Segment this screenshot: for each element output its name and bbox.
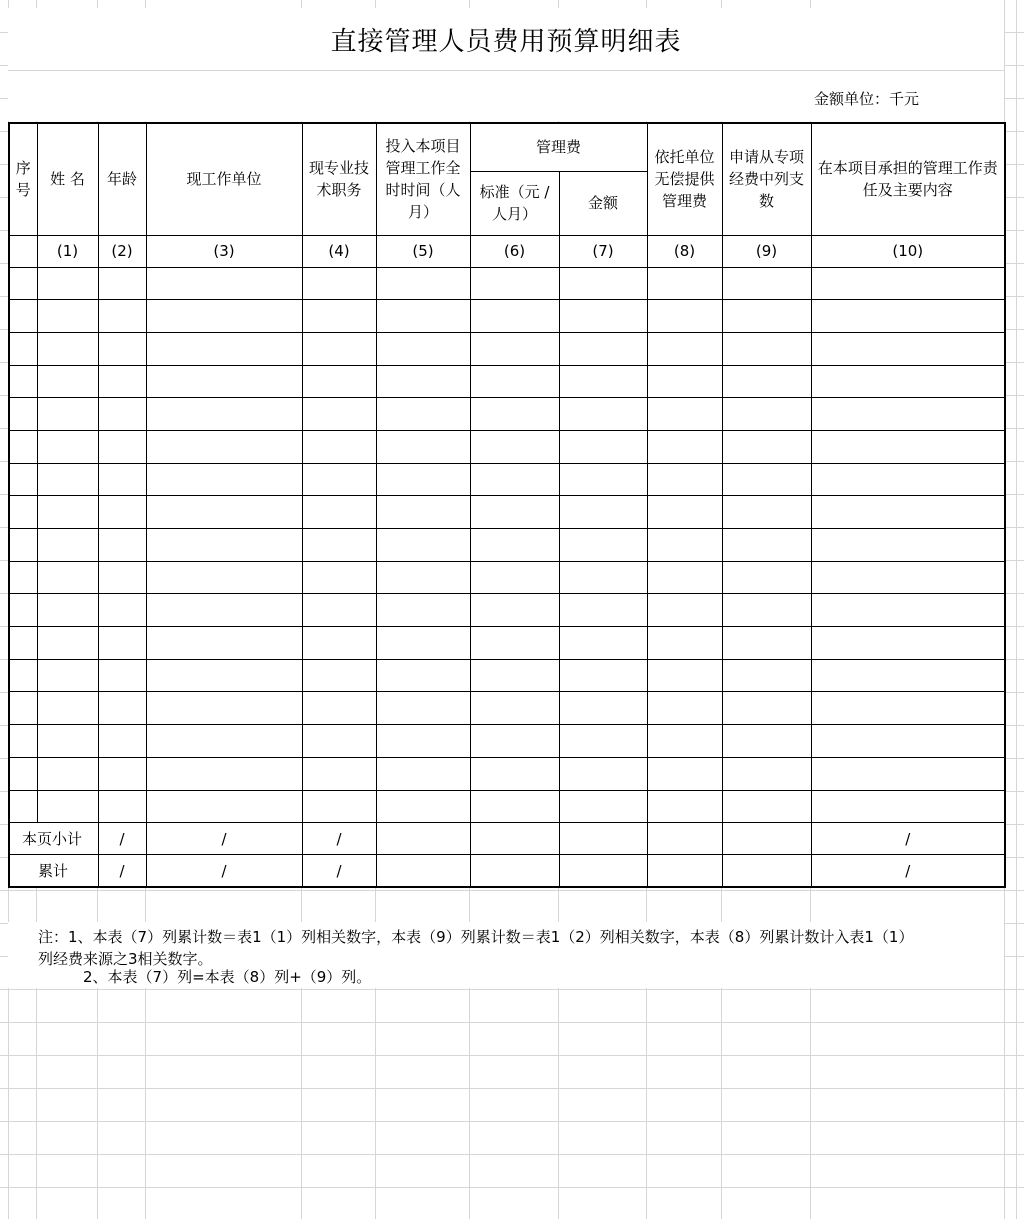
table-cell[interactable] (98, 692, 146, 725)
table-cell[interactable] (98, 757, 146, 790)
table-cell[interactable] (559, 529, 647, 562)
table-cell[interactable] (9, 790, 37, 823)
table-cell[interactable] (98, 659, 146, 692)
table-cell[interactable] (722, 529, 811, 562)
table-cell[interactable] (376, 300, 470, 333)
table-cell[interactable] (9, 659, 37, 692)
table-cell[interactable] (376, 627, 470, 660)
table-cell[interactable] (146, 300, 302, 333)
table-cell[interactable] (9, 463, 37, 496)
total-cell[interactable] (647, 855, 722, 888)
table-cell[interactable] (559, 463, 647, 496)
table-cell[interactable] (811, 332, 1005, 365)
table-cell[interactable] (146, 332, 302, 365)
header-amount: 金额 (559, 171, 647, 235)
table-cell[interactable] (98, 267, 146, 300)
table-cell[interactable] (376, 594, 470, 627)
table-cell[interactable] (470, 757, 559, 790)
table-cell[interactable] (811, 659, 1005, 692)
table-cell[interactable] (647, 365, 722, 398)
table-cell[interactable] (37, 790, 98, 823)
header-name: 姓 名 (37, 123, 98, 235)
table-cell[interactable] (811, 725, 1005, 758)
table-cell[interactable] (146, 430, 302, 463)
table-cell[interactable] (376, 332, 470, 365)
table-row (9, 430, 1005, 463)
table-cell[interactable] (559, 692, 647, 725)
table-cell[interactable] (811, 757, 1005, 790)
table-cell[interactable] (376, 659, 470, 692)
table-cell[interactable] (37, 398, 98, 431)
table-cell[interactable] (722, 757, 811, 790)
table-cell[interactable] (722, 398, 811, 431)
table-cell[interactable] (376, 790, 470, 823)
table-cell[interactable] (811, 692, 1005, 725)
table-cell[interactable] (647, 398, 722, 431)
table-cell[interactable] (722, 561, 811, 594)
col-number: (8) (647, 235, 722, 267)
table-cell[interactable] (98, 430, 146, 463)
table-cell[interactable] (559, 267, 647, 300)
table-cell[interactable] (302, 398, 376, 431)
table-cell[interactable] (98, 365, 146, 398)
table-cell[interactable] (37, 594, 98, 627)
table-cell[interactable] (98, 529, 146, 562)
table-cell[interactable] (37, 463, 98, 496)
total-cell[interactable] (470, 855, 559, 888)
table-cell[interactable] (559, 398, 647, 431)
table-cell[interactable] (146, 267, 302, 300)
table-cell[interactable] (302, 430, 376, 463)
table-cell[interactable] (647, 300, 722, 333)
table-cell[interactable] (9, 300, 37, 333)
table-cell[interactable] (9, 529, 37, 562)
table-cell[interactable] (98, 463, 146, 496)
table-cell[interactable] (470, 725, 559, 758)
total-cell[interactable] (722, 855, 811, 888)
table-cell[interactable] (98, 561, 146, 594)
table-cell[interactable] (722, 790, 811, 823)
table-cell[interactable] (37, 561, 98, 594)
table-row (9, 659, 1005, 692)
subtotal-cell[interactable] (559, 823, 647, 855)
table-cell[interactable] (146, 757, 302, 790)
table-cell[interactable] (647, 757, 722, 790)
note-1-continuation: 列经费来源之3相关数字。 (38, 950, 213, 968)
table-cell[interactable] (376, 692, 470, 725)
table-cell[interactable] (470, 332, 559, 365)
table-cell[interactable] (302, 529, 376, 562)
table-row (9, 627, 1005, 660)
table-cell[interactable] (146, 463, 302, 496)
table-cell[interactable] (302, 332, 376, 365)
table-cell[interactable] (470, 529, 559, 562)
table-cell[interactable] (470, 398, 559, 431)
table-cell[interactable] (470, 463, 559, 496)
col-number: (2) (98, 235, 146, 267)
table-cell[interactable] (647, 627, 722, 660)
table-cell[interactable] (647, 561, 722, 594)
table-cell[interactable] (37, 627, 98, 660)
table-cell[interactable] (146, 398, 302, 431)
table-cell[interactable] (98, 790, 146, 823)
table-cell[interactable] (722, 594, 811, 627)
table-cell[interactable] (302, 267, 376, 300)
table-row (9, 463, 1005, 496)
table-cell[interactable] (146, 365, 302, 398)
amount-unit-label: 金额单位：千元 (814, 90, 920, 108)
budget-detail-table (8, 122, 1006, 888)
table-row (9, 594, 1005, 627)
table-cell[interactable] (647, 594, 722, 627)
table-cell[interactable] (811, 463, 1005, 496)
page-title: 直接管理人员费用预算明细表 (8, 8, 1004, 71)
table-cell[interactable] (302, 561, 376, 594)
table-cell[interactable] (9, 561, 37, 594)
header-duty: 在本项目承担的管理工作责任及主要内容 (811, 123, 1005, 235)
table-cell[interactable] (470, 430, 559, 463)
table-row (9, 365, 1005, 398)
table-cell[interactable] (9, 430, 37, 463)
table-cell[interactable] (722, 692, 811, 725)
table-cell[interactable] (470, 659, 559, 692)
table-cell[interactable] (559, 430, 647, 463)
notes-section (8, 922, 1004, 988)
table-cell[interactable] (811, 365, 1005, 398)
table-cell[interactable] (146, 692, 302, 725)
table-cell[interactable] (146, 594, 302, 627)
table-cell[interactable] (302, 463, 376, 496)
table-cell[interactable] (98, 496, 146, 529)
table-cell[interactable] (722, 627, 811, 660)
table-cell[interactable] (37, 529, 98, 562)
subtotal-duty-slash: / (811, 823, 1005, 855)
table-cell[interactable] (302, 659, 376, 692)
table-cell[interactable] (98, 300, 146, 333)
table-cell[interactable] (559, 594, 647, 627)
table-cell[interactable] (722, 267, 811, 300)
table-cell[interactable] (470, 300, 559, 333)
table-cell[interactable] (9, 692, 37, 725)
table-cell[interactable] (98, 627, 146, 660)
subtotal-unit-slash: / (146, 823, 302, 855)
table-cell[interactable] (302, 692, 376, 725)
table-row (9, 398, 1005, 431)
table-cell[interactable] (9, 365, 37, 398)
table-cell[interactable] (302, 757, 376, 790)
column-number-row (9, 235, 1005, 267)
header-standard: 标准（元 / 人月） (470, 171, 559, 235)
col-number: (6) (470, 235, 559, 267)
table-cell[interactable] (146, 561, 302, 594)
table-cell[interactable] (559, 757, 647, 790)
table-cell[interactable] (647, 496, 722, 529)
table-cell[interactable] (470, 594, 559, 627)
table-cell[interactable] (146, 627, 302, 660)
table-cell[interactable] (9, 627, 37, 660)
table-cell[interactable] (470, 627, 559, 660)
table-cell[interactable] (559, 561, 647, 594)
header-seq: 序号 (9, 123, 37, 235)
table-cell[interactable] (376, 463, 470, 496)
table-cell[interactable] (811, 300, 1005, 333)
note-1: 注：1、本表（7）列累计数＝表1（1）列相关数字，本表（9）列累计数＝表1（2）列相关数字，本表（8）列累计数计入表1（1） (38, 928, 914, 946)
table-row (9, 267, 1005, 300)
table-cell[interactable] (811, 790, 1005, 823)
subtotal-age-slash: / (98, 823, 146, 855)
header-full-time: 投入本项目管理工作全时时间（人月） (376, 123, 470, 235)
table-cell[interactable] (647, 430, 722, 463)
table-cell[interactable] (722, 365, 811, 398)
table-cell[interactable] (722, 463, 811, 496)
table-cell[interactable] (376, 757, 470, 790)
table-cell[interactable] (647, 659, 722, 692)
data-rows (9, 267, 1005, 823)
subtotal-cell[interactable] (722, 823, 811, 855)
table-cell[interactable] (37, 332, 98, 365)
table-cell[interactable] (146, 725, 302, 758)
table-cell[interactable] (811, 594, 1005, 627)
table-cell[interactable] (146, 496, 302, 529)
total-title-slash: / (302, 855, 376, 888)
total-age-slash: / (98, 855, 146, 888)
total-unit-slash: / (146, 855, 302, 888)
table-cell[interactable] (37, 659, 98, 692)
table-cell[interactable] (647, 267, 722, 300)
table-cell[interactable] (722, 332, 811, 365)
table-cell[interactable] (9, 332, 37, 365)
col-number: (1) (37, 235, 98, 267)
table-cell[interactable] (722, 496, 811, 529)
note-2: 2、本表（7）列=本表（8）列+（9）列。 (83, 968, 372, 986)
subtotal-title-slash: / (302, 823, 376, 855)
table-cell[interactable] (9, 496, 37, 529)
table-row (9, 757, 1005, 790)
table-cell[interactable] (811, 430, 1005, 463)
col-number: (9) (722, 235, 811, 267)
table-cell[interactable] (146, 659, 302, 692)
table-cell[interactable] (37, 267, 98, 300)
table-cell[interactable] (98, 594, 146, 627)
col-number: (10) (811, 235, 1005, 267)
table-cell[interactable] (811, 267, 1005, 300)
table-cell[interactable] (811, 398, 1005, 431)
table-cell[interactable] (722, 300, 811, 333)
table-cell[interactable] (722, 725, 811, 758)
total-cell[interactable] (376, 855, 470, 888)
table-row (9, 332, 1005, 365)
table-cell[interactable] (37, 300, 98, 333)
table-cell[interactable] (302, 594, 376, 627)
table-cell[interactable] (9, 398, 37, 431)
table-cell[interactable] (302, 300, 376, 333)
header-row-1 (9, 123, 1005, 171)
table-cell[interactable] (559, 725, 647, 758)
table-cell[interactable] (37, 692, 98, 725)
table-cell[interactable] (559, 659, 647, 692)
table-cell[interactable] (302, 496, 376, 529)
table-cell[interactable] (559, 332, 647, 365)
total-cell[interactable] (559, 855, 647, 888)
table-row (9, 692, 1005, 725)
table-cell[interactable] (146, 790, 302, 823)
table-cell[interactable] (647, 463, 722, 496)
table-cell[interactable] (376, 365, 470, 398)
table-cell[interactable] (146, 529, 302, 562)
table-cell[interactable] (98, 725, 146, 758)
table-cell[interactable] (9, 725, 37, 758)
table-cell[interactable] (559, 365, 647, 398)
total-label: 累计 (9, 855, 98, 888)
table-cell[interactable] (9, 757, 37, 790)
col-number-blank (9, 235, 37, 267)
subtotal-label: 本页小计 (9, 823, 98, 855)
subtotal-row (9, 823, 1005, 855)
table-cell[interactable] (559, 627, 647, 660)
table-cell[interactable] (647, 529, 722, 562)
table-cell[interactable] (811, 627, 1005, 660)
col-number: (5) (376, 235, 470, 267)
table-cell[interactable] (376, 267, 470, 300)
col-number: (4) (302, 235, 376, 267)
header-age: 年龄 (98, 123, 146, 235)
table-cell[interactable] (559, 300, 647, 333)
table-cell[interactable] (722, 430, 811, 463)
table-cell[interactable] (376, 725, 470, 758)
table-row (9, 561, 1005, 594)
table-cell[interactable] (302, 725, 376, 758)
table-cell[interactable] (811, 496, 1005, 529)
table-cell[interactable] (37, 430, 98, 463)
table-cell[interactable] (376, 529, 470, 562)
table-row (9, 725, 1005, 758)
table-cell[interactable] (376, 430, 470, 463)
table-cell[interactable] (811, 529, 1005, 562)
col-number: (7) (559, 235, 647, 267)
total-row (9, 855, 1005, 888)
table-cell[interactable] (9, 594, 37, 627)
table-cell[interactable] (376, 496, 470, 529)
table-cell[interactable] (811, 561, 1005, 594)
table-cell[interactable] (559, 496, 647, 529)
total-duty-slash: / (811, 855, 1005, 888)
table-cell[interactable] (302, 627, 376, 660)
table-cell[interactable] (470, 561, 559, 594)
table-cell[interactable] (647, 790, 722, 823)
table-cell[interactable] (647, 725, 722, 758)
table-cell[interactable] (470, 496, 559, 529)
subtotal-cell[interactable] (470, 823, 559, 855)
table-row (9, 300, 1005, 333)
table-cell[interactable] (98, 398, 146, 431)
table-cell[interactable] (470, 267, 559, 300)
header-host-free: 依托单位无偿提供管理费 (647, 123, 722, 235)
header-professional-title: 现专业技术职务 (302, 123, 376, 235)
table-cell[interactable] (98, 332, 146, 365)
table-cell[interactable] (647, 692, 722, 725)
table-cell[interactable] (37, 496, 98, 529)
table-cell[interactable] (376, 398, 470, 431)
table-cell[interactable] (302, 365, 376, 398)
subtotal-cell[interactable] (376, 823, 470, 855)
table-cell[interactable] (559, 790, 647, 823)
col-number: (3) (146, 235, 302, 267)
table-cell[interactable] (470, 692, 559, 725)
header-management-fee: 管理费 (470, 123, 647, 171)
table-row (9, 496, 1005, 529)
table-cell[interactable] (470, 790, 559, 823)
table-cell[interactable] (722, 659, 811, 692)
table-cell[interactable] (37, 757, 98, 790)
table-cell[interactable] (470, 365, 559, 398)
header-apply: 申请从专项经费中列支数 (722, 123, 811, 235)
table-cell[interactable] (647, 332, 722, 365)
table-cell[interactable] (376, 561, 470, 594)
header-work-unit: 现工作单位 (146, 123, 302, 235)
table-cell[interactable] (302, 790, 376, 823)
table-cell[interactable] (37, 365, 98, 398)
table-row (9, 529, 1005, 562)
table-cell[interactable] (9, 267, 37, 300)
table-row (9, 790, 1005, 823)
table-cell[interactable] (37, 725, 98, 758)
subtotal-cell[interactable] (647, 823, 722, 855)
